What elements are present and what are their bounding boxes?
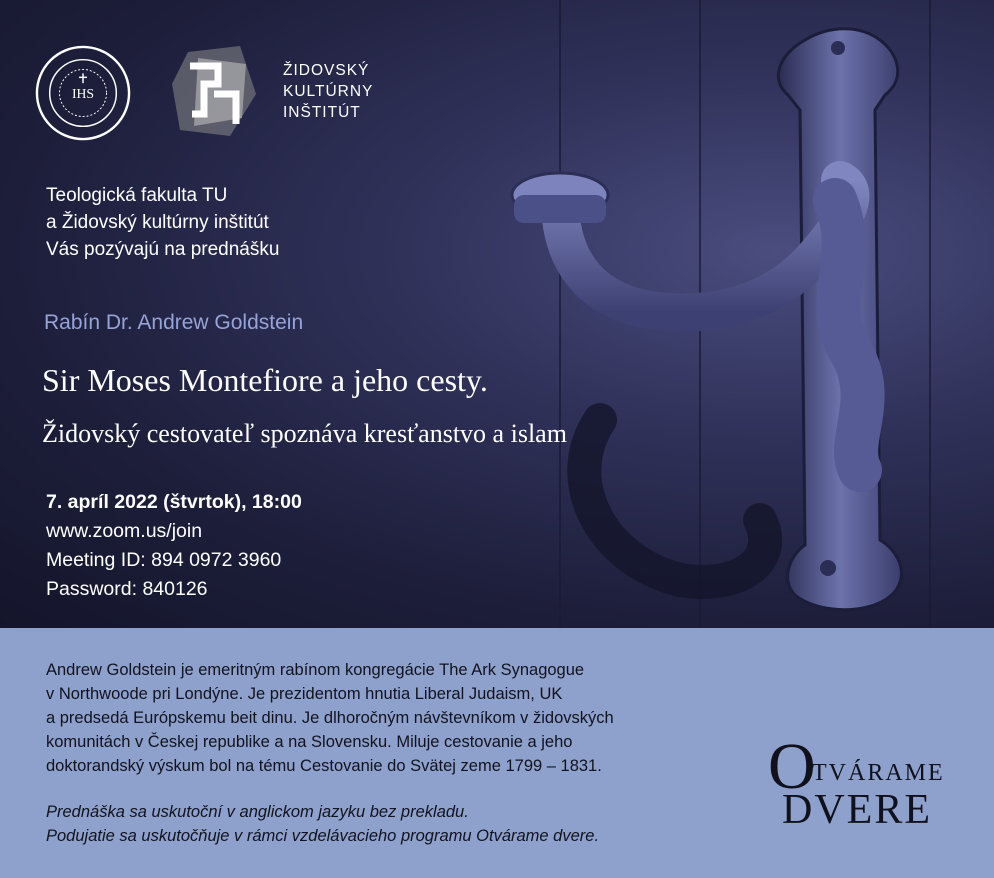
intro-line-1: Teologická fakulta TU: [46, 185, 228, 206]
intro-line-3: Vás pozývajú na prednášku: [46, 239, 280, 260]
note-line-2: Podujatie sa uskutočňuje v rámci vzdelávacieho programu Otvárame dvere.: [46, 827, 600, 845]
zki-line-1: ŽIDOVSKÝ: [283, 62, 370, 79]
zki-name: [283, 60, 373, 123]
brand-row-2: DVERE: [782, 787, 932, 833]
bio-line-5: doktorandský výskum bol na tému Cestovanie do Svätej zeme 1799 – 1831.: [46, 757, 602, 775]
meeting-id: Meeting ID: 894 0972 3960: [46, 549, 282, 571]
speaker-name: Rabín Dr. Andrew Goldstein: [44, 311, 304, 334]
intro-line-2: a Židovský kultúrny inštitút: [46, 212, 269, 233]
bio-line-4: komunitách v Českej republike a na Slovensku. Miluje cestovanie a jeho: [46, 733, 573, 751]
event-details: [46, 488, 302, 604]
speaker-bio: [46, 658, 746, 778]
svg-text:IHS: IHS: [71, 85, 95, 101]
event-note: [46, 800, 746, 848]
zki-line-3: INŠTITÚT: [283, 104, 361, 121]
invitation-text: [46, 182, 279, 263]
bio-line-3: a predsedá Európskemu beit dinu. Je dlhoročným návštevníkom v židovských: [46, 709, 614, 727]
zki-line-2: KULTÚRNY: [283, 83, 374, 100]
lecture-subtitle: Židovský cestovateľ spoznáva kresťanstvo a islam: [42, 419, 567, 448]
bio-line-2: v Northwoode pri Londýne. Je prezidentom hnutia Liberal Judaism, UK: [46, 685, 563, 703]
info-section: [0, 628, 994, 878]
lecture-title: Sir Moses Montefiore a jeho cesty.: [42, 362, 488, 398]
zoom-link[interactable]: www.zoom.us/join: [46, 520, 203, 542]
brand-letter-o: O: [768, 730, 816, 803]
event-date: 7. apríl 2022 (štvrtok), 18:00: [46, 491, 302, 513]
otvarame-dvere-logo: [768, 730, 978, 850]
brand-row-1: TVÁRAME: [812, 760, 945, 786]
zki-logo-icon: [170, 44, 260, 140]
university-seal-icon: [34, 44, 132, 142]
bio-line-1: Andrew Goldstein je emeritným rabínom kongregácie The Ark Synagogue: [46, 661, 585, 679]
meeting-password: Password: 840126: [46, 578, 208, 600]
note-line-1: Prednáška sa uskutoční v anglickom jazyku bez prekladu.: [46, 803, 469, 821]
